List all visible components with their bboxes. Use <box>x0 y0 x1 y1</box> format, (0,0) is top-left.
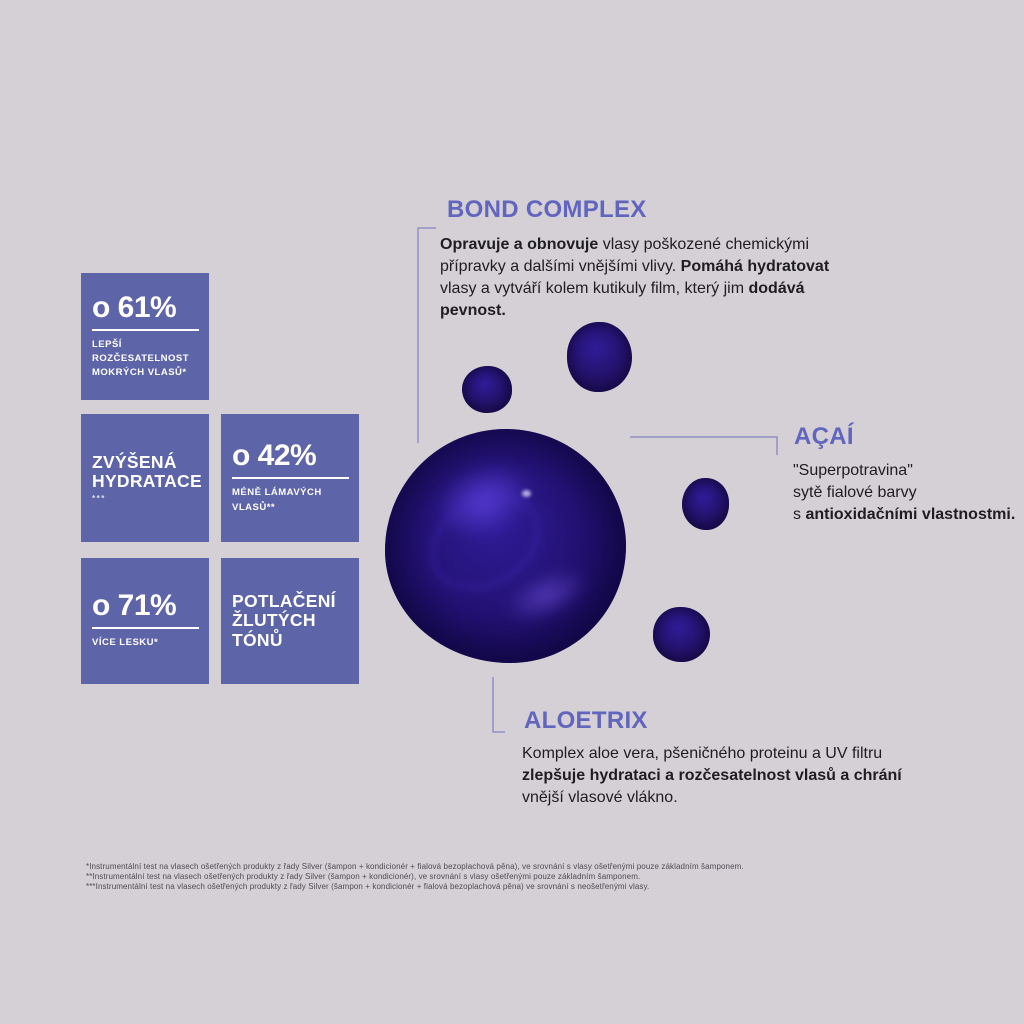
product-droplet <box>567 322 632 392</box>
stat-label-line: POTLAČENÍ <box>232 591 336 612</box>
stat-label-line: ROZČESATELNOST <box>92 352 190 364</box>
stat-box-detangling <box>81 273 209 400</box>
stat-label-line: MÉNĚ LÁMAVÝCH <box>232 487 322 499</box>
product-droplet <box>462 366 512 413</box>
stat-value: o 61% <box>92 290 177 324</box>
stat-value: o 71% <box>92 589 177 623</box>
product-droplet <box>682 478 729 530</box>
stat-label-line: HYDRATACE <box>92 471 202 491</box>
stat-box-yellow-tones <box>221 558 359 684</box>
product-swatch-blob <box>385 429 626 663</box>
bond-connector-line <box>418 228 436 443</box>
stat-divider <box>92 329 199 331</box>
footnote-line: ***Instrumentální test na vlasech ošetřených produkty z řady Silver (šampon + kondicionér + fialová bezoplachová pěna) ve srovnání s neošetřenými vlasy. <box>86 882 650 891</box>
stat-label-line: LEPŠÍ <box>92 338 122 350</box>
stat-box-shine <box>81 558 209 684</box>
stat-label-line: TÓNŮ <box>232 629 283 650</box>
stat-box-hydration <box>81 414 209 542</box>
footnote-marks: *** <box>92 494 106 504</box>
aloetrix-title: ALOETRIX <box>524 707 648 734</box>
stat-value: o 42% <box>232 439 317 473</box>
stat-box-breakage <box>221 414 359 542</box>
stat-label-line: ŽLUTÝCH <box>232 610 316 631</box>
acai-connector-line <box>630 437 777 455</box>
product-droplet <box>653 607 710 662</box>
footnotes-block <box>86 862 744 892</box>
stat-divider <box>232 477 349 479</box>
aloetrix-connector-line <box>493 677 505 732</box>
stat-label-line: ZVÝŠENÁ <box>92 451 177 472</box>
stat-label-line: VLASŮ** <box>232 501 276 513</box>
footnote-line: **Instrumentální test na vlasech ošetřených produkty z řady Silver (šampon + kondicionér), ve srovnání s vlasy ošetřenými pouze základním šamponem. <box>86 872 641 881</box>
stat-label-line: MOKRÝCH VLASŮ* <box>92 367 187 379</box>
bond-complex-title: BOND COMPLEX <box>447 196 647 223</box>
stat-divider <box>92 627 199 629</box>
bond-complex-description: Opravuje a obnovuje vlasy poškozené chemickými přípravky a dalšími vnějšími vlivy. Pomáhá hydratovat vlasy a vytváří kolem kutikuly film, který jim dodává pevnost. <box>440 236 830 319</box>
stat-label-line: VÍCE LESKU* <box>92 637 159 649</box>
acai-description: "Superpotravina" sytě fialové barvy s antioxidačními vlastnostmi. <box>793 462 1016 523</box>
acai-title: AÇAÍ <box>794 423 854 450</box>
aloetrix-description: Komplex aloe vera, pšeničného proteinu a UV filtru zlepšuje hydrataci a rozčesatelnost vlasů a chrání vnější vlasové vlákno. <box>522 745 902 806</box>
footnote-line: *Instrumentální test na vlasech ošetřených produkty z řady Silver (šampon + kondicionér + fialová bezoplachová pěna), ve srovnání s vlasy ošetřenými pouze základním šamponem. <box>86 862 744 871</box>
